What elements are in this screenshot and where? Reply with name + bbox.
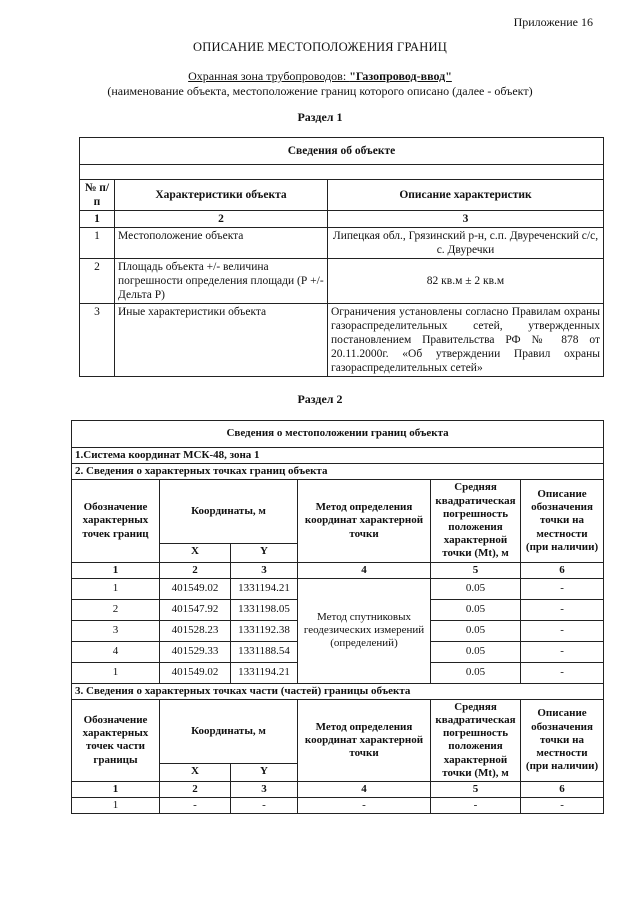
part-col-num-4: 4 — [298, 782, 431, 798]
col-num-3: 3 — [328, 211, 604, 228]
object-name-line — [0, 69, 640, 84]
table-row — [80, 259, 604, 304]
row-value: Липецкая обл., Грязинский р-н, с.п. Двуреченский с/с, с. Двуречки — [328, 228, 604, 259]
point-mt: 0.05 — [431, 662, 521, 683]
part-point-desc: - — [521, 798, 604, 814]
point-y: 1331188.54 — [231, 641, 298, 662]
header-coords: Координаты, м — [160, 480, 298, 544]
table-row — [72, 798, 604, 814]
header-designation: Обозначение характерных точек границ — [72, 480, 160, 562]
point-mt: 0.05 — [431, 641, 521, 662]
part-col-num-6: 6 — [521, 782, 604, 798]
col-num-2: 2 — [160, 562, 231, 578]
point-desc: - — [521, 662, 604, 683]
point-id: 1 — [72, 578, 160, 599]
header-error: Средняя квадратическая погрешность положения характерной точки (Mt), м — [431, 480, 521, 562]
col-num-1: 1 — [80, 211, 115, 228]
col-num-2: 2 — [115, 211, 328, 228]
document-title: ОПИСАНИЕ МЕСТОПОЛОЖЕНИЯ ГРАНИЦ — [193, 40, 447, 54]
boundary-table-title: Сведения о местоположении границ объекта — [72, 421, 604, 448]
part-point-method: - — [298, 798, 431, 814]
table-row — [72, 578, 604, 599]
part-header-method: Метод определения координат характерной точки — [298, 699, 431, 781]
point-mt: 0.05 — [431, 599, 521, 620]
part-col-num-1: 1 — [72, 782, 160, 798]
section-1-title: Раздел 1 — [297, 110, 343, 124]
col-num-6: 6 — [521, 562, 604, 578]
header-num: № п/п — [80, 180, 115, 211]
point-method: Метод спутниковых геодезических измерений (определений) — [298, 578, 431, 683]
header-characteristic: Характеристики объекта — [115, 180, 328, 211]
part-header-designation: Обозначение характерных точек части границы — [72, 699, 160, 781]
point-x: 401529.33 — [160, 641, 231, 662]
table-row — [80, 304, 604, 377]
row-value: 82 кв.м ± 2 кв.м — [328, 259, 604, 304]
col-num-4: 4 — [298, 562, 431, 578]
row-name: Местоположение объекта — [115, 228, 328, 259]
point-desc: - — [521, 578, 604, 599]
coord-system: 1.Система координат МСК-48, зона 1 — [72, 448, 604, 464]
table-row — [80, 228, 604, 259]
row-name: Иные характеристики объекта — [115, 304, 328, 377]
part-header-y: Y — [231, 763, 298, 781]
point-y: 1331192.38 — [231, 620, 298, 641]
col-num-1: 1 — [72, 562, 160, 578]
point-mt: 0.05 — [431, 620, 521, 641]
object-info-title: Сведения об объекте — [80, 138, 604, 165]
row-num: 3 — [80, 304, 115, 377]
part-point-y: - — [231, 798, 298, 814]
empty-row — [80, 165, 604, 180]
object-name-prefix: Охранная зона трубопроводов: — [188, 69, 350, 83]
part-point-x: - — [160, 798, 231, 814]
point-desc: - — [521, 620, 604, 641]
part-point-id: 1 — [72, 798, 160, 814]
section-2-title: Раздел 2 — [297, 392, 343, 406]
point-y: 1331194.21 — [231, 662, 298, 683]
object-name: "Газопровод-ввод" — [349, 69, 452, 83]
points-section-title: 2. Сведения о характерных точках границ объекта — [72, 464, 604, 480]
object-info-table — [79, 137, 604, 377]
point-y: 1331198.05 — [231, 599, 298, 620]
point-x: 401549.02 — [160, 662, 231, 683]
point-id: 4 — [72, 641, 160, 662]
part-header-error: Средняя квадратическая погрешность положения характерной точки (Mt), м — [431, 699, 521, 781]
point-x: 401528.23 — [160, 620, 231, 641]
header-point-description: Описание обозначения точки на местности (при наличии) — [521, 480, 604, 562]
point-id: 1 — [72, 662, 160, 683]
appendix-label: Приложение 16 — [513, 15, 593, 29]
part-col-num-2: 2 — [160, 782, 231, 798]
row-value: Ограничения установлены согласно Правилам охраны газораспределительных сетей, утвержденных постановлением Правительства РФ № 878 от 20.11.2000г. «Об утверждении Правил охраны газораспределительных сетей» — [328, 304, 604, 377]
part-section-title: 3. Сведения о характерных точках части (частей) границы объекта — [72, 683, 604, 699]
boundary-table — [71, 420, 604, 814]
part-header-x: X — [160, 763, 231, 781]
row-name: Площадь объекта +/- величина погрешности определения площади (Р +/- Дельта Р) — [115, 259, 328, 304]
point-id: 3 — [72, 620, 160, 641]
point-desc: - — [521, 599, 604, 620]
row-num: 2 — [80, 259, 115, 304]
point-desc: - — [521, 641, 604, 662]
point-id: 2 — [72, 599, 160, 620]
point-y: 1331194.21 — [231, 578, 298, 599]
point-x: 401549.02 — [160, 578, 231, 599]
header-method: Метод определения координат характерной точки — [298, 480, 431, 562]
part-col-num-5: 5 — [431, 782, 521, 798]
header-description: Описание характеристик — [328, 180, 604, 211]
part-header-point-description: Описание обозначения точки на местности (при наличии) — [521, 699, 604, 781]
part-header-coords: Координаты, м — [160, 699, 298, 763]
row-num: 1 — [80, 228, 115, 259]
point-mt: 0.05 — [431, 578, 521, 599]
part-col-num-3: 3 — [231, 782, 298, 798]
col-num-5: 5 — [431, 562, 521, 578]
object-name-caption: (наименование объекта, местоположение границ которого описано (далее - объект) — [107, 84, 533, 98]
point-x: 401547.92 — [160, 599, 231, 620]
header-y: Y — [231, 544, 298, 562]
col-num-3: 3 — [231, 562, 298, 578]
header-x: X — [160, 544, 231, 562]
part-point-mt: - — [431, 798, 521, 814]
